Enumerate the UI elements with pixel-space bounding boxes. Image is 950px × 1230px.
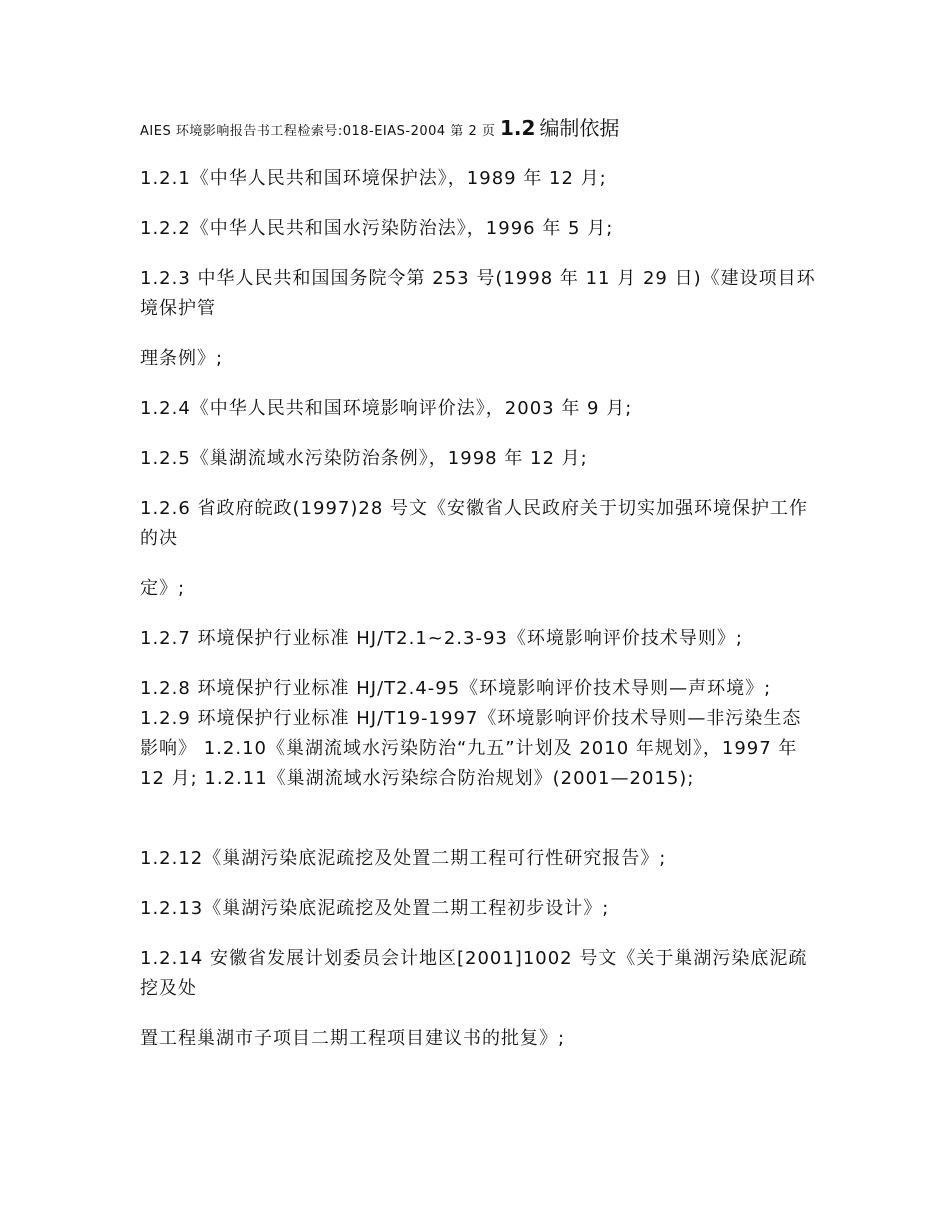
reference-item-12: 1.2.12《巢湖污染底泥疏挖及处置二期工程可行性研究报告》; — [140, 848, 667, 869]
running-header: AIES 环境影响报告书工程检索号:018-EIAS-2004 第 2 页 — [140, 124, 496, 139]
reference-item-2: 1.2.2《中华人民共和国水污染防治法》，1996 年 5 月; — [140, 218, 614, 239]
reference-item-6: 1.2.6 省政府皖政(1997)28 号文《安徽省人民政府关于切实加强环境保护工作的决 — [140, 498, 808, 549]
reference-item-4: 1.2.4《中华人民共和国环境影响评价法》，2003 年 9 月; — [140, 398, 633, 419]
reference-item-1: 1.2.1《中华人民共和国环境保护法》，1989 年 12 月; — [140, 168, 607, 189]
section-number: 1.2 — [500, 116, 536, 140]
reference-item-13: 1.2.13《巢湖污染底泥疏挖及处置二期工程初步设计》; — [140, 898, 610, 919]
reference-item-6-cont: 定》; — [140, 578, 186, 599]
page-header — [140, 112, 619, 141]
reference-item-7: 1.2.7 环境保护行业标准 HJ/T2.1~2.3-93《环境影响评价技术导则》; — [140, 628, 743, 649]
reference-item-14: 1.2.14 安徽省发展计划委员会计地区[2001]1002 号文《关于巢湖污染底泥疏挖及处 — [140, 948, 808, 999]
reference-item-3: 1.2.3 中华人民共和国国务院令第 253 号(1998 年 11 月 29 日)《建设项目环境保护管 — [140, 268, 816, 319]
reference-items-8-11: 1.2.8 环境保护行业标准 HJ/T2.4-95《环境影响评价技术导则—声环境》; 1.2.9 环境保护行业标准 HJ/T19-1997《环境影响评价技术导则—非污染生态影响》 1.2.10《巢湖流域水污染防治“九五”计划及 2010 年规划》，1997 年 12 月; 1.2.11《巢湖流域水污染综合防治规划》(2001—2015); — [140, 678, 802, 789]
section-title: 编制依据 — [539, 116, 620, 140]
reference-item-14-cont: 置工程巢湖市子项目二期工程项目建议书的批复》; — [140, 1028, 566, 1049]
reference-item-3-cont: 理条例》; — [140, 348, 224, 369]
reference-item-5: 1.2.5《巢湖流域水污染防治条例》，1998 年 12 月; — [140, 448, 588, 469]
